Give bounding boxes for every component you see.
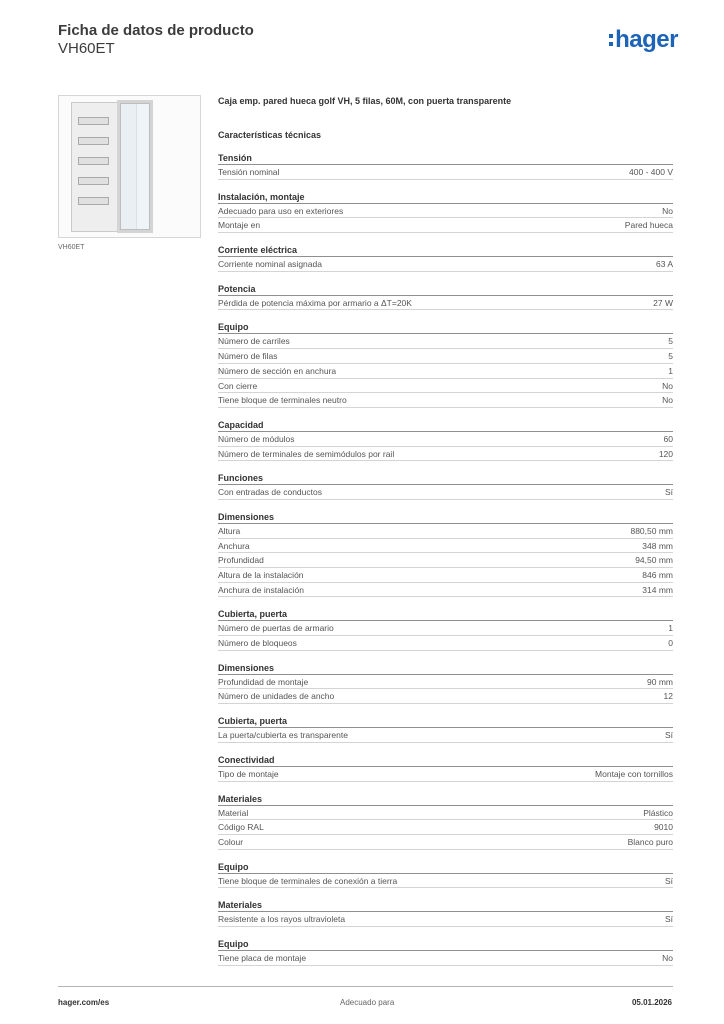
spec-section xyxy=(218,714,673,743)
section-title: Cubierta, puerta xyxy=(218,714,673,728)
spec-label: Anchura de instalación xyxy=(218,584,305,595)
spec-value: Sí xyxy=(664,730,673,741)
spec-value: Pared hueca xyxy=(624,220,673,231)
section-title: Dimensiones xyxy=(218,661,673,675)
spec-row xyxy=(218,689,673,704)
spec-value: 120 xyxy=(658,448,673,459)
spec-row xyxy=(218,806,673,821)
section-title: Cubierta, puerta xyxy=(218,607,673,621)
spec-label: Número de unidades de ancho xyxy=(218,691,335,702)
logo-mark-icon xyxy=(609,32,613,48)
spec-row xyxy=(218,379,673,394)
spec-row xyxy=(218,432,673,447)
spec-value: 5 xyxy=(668,336,673,347)
spec-value: 5 xyxy=(668,351,673,362)
spec-row xyxy=(218,835,673,850)
spec-label: Número de terminales de semimódulos por rail xyxy=(218,448,395,459)
spec-label: Pérdida de potencia máxima por armario a ΔT=20K xyxy=(218,297,412,308)
spec-row xyxy=(218,767,673,782)
spec-label: La puerta/cubierta es transparente xyxy=(218,730,348,741)
spec-label: Número de bloqueos xyxy=(218,638,297,649)
spec-section xyxy=(218,418,673,461)
tech-characteristics-title: Características técnicas xyxy=(218,130,322,140)
spec-label: Tiene bloque de terminales de conexión a tierra xyxy=(218,875,398,886)
spec-row xyxy=(218,204,673,219)
spec-label: Con cierre xyxy=(218,380,258,391)
spec-value: 0 xyxy=(668,638,673,649)
spec-label: Montaje en xyxy=(218,220,261,231)
footer-website: hager.com/es xyxy=(58,998,110,1007)
spec-label: Tiene bloque de terminales neutro xyxy=(218,395,347,406)
spec-value: 348 mm xyxy=(642,540,673,551)
spec-value: 60 xyxy=(663,433,673,444)
spec-label: Adecuado para uso en exteriores xyxy=(218,205,344,216)
spec-label: Con entradas de conductos xyxy=(218,487,322,498)
spec-value: 1 xyxy=(668,623,673,634)
spec-row xyxy=(218,447,673,462)
page-header xyxy=(58,22,678,62)
spec-label: Altura xyxy=(218,525,241,536)
spec-label: Número de puertas de armario xyxy=(218,623,334,634)
product-code: VH60ET xyxy=(58,40,115,57)
spec-label: Resistente a los rayos ultravioleta xyxy=(218,914,346,925)
spec-value: Sí xyxy=(664,914,673,925)
spec-row xyxy=(218,524,673,539)
spec-row xyxy=(218,951,673,966)
spec-row xyxy=(218,334,673,349)
spec-row xyxy=(218,621,673,636)
spec-value: 94,50 mm xyxy=(635,555,673,566)
section-title: Capacidad xyxy=(218,418,673,432)
spec-section xyxy=(218,471,673,500)
section-title: Potencia xyxy=(218,282,673,296)
spec-label: Número de carriles xyxy=(218,336,290,347)
spec-sections xyxy=(218,151,673,966)
spec-value: No xyxy=(662,205,673,216)
spec-section xyxy=(218,151,673,180)
section-title: Dimensiones xyxy=(218,510,673,524)
spec-label: Tipo de montaje xyxy=(218,768,279,779)
document-title: Ficha de datos de producto xyxy=(58,22,254,39)
section-title: Equipo xyxy=(218,860,673,874)
spec-value: 27 W xyxy=(653,297,673,308)
spec-content xyxy=(218,95,673,976)
spec-row xyxy=(218,636,673,651)
spec-label: Profundidad de montaje xyxy=(218,676,309,687)
hager-logo xyxy=(609,26,678,54)
spec-value: 1 xyxy=(668,365,673,376)
spec-value: Blanco puro xyxy=(627,836,673,847)
spec-label: Colour xyxy=(218,836,244,847)
spec-section xyxy=(218,898,673,927)
spec-row xyxy=(218,553,673,568)
spec-label: Tiene placa de montaje xyxy=(218,952,307,963)
spec-section xyxy=(218,661,673,704)
spec-section xyxy=(218,937,673,966)
spec-section xyxy=(218,190,673,233)
spec-label: Número de filas xyxy=(218,351,278,362)
spec-row xyxy=(218,218,673,233)
spec-value: 314 mm xyxy=(642,584,673,595)
section-title: Equipo xyxy=(218,937,673,951)
spec-row xyxy=(218,583,673,598)
footer-divider xyxy=(58,986,673,987)
section-title: Materiales xyxy=(218,898,673,912)
spec-row xyxy=(218,165,673,180)
spec-row xyxy=(218,820,673,835)
section-title: Conectividad xyxy=(218,753,673,767)
spec-section xyxy=(218,320,673,407)
spec-row xyxy=(218,675,673,690)
spec-value: 90 mm xyxy=(647,676,673,687)
spec-row xyxy=(218,485,673,500)
spec-value: 846 mm xyxy=(642,570,673,580)
spec-row xyxy=(218,874,673,889)
spec-row xyxy=(218,912,673,927)
logo-text: hager xyxy=(615,26,678,53)
spec-row xyxy=(218,568,673,583)
section-title: Funciones xyxy=(218,471,673,485)
spec-value: 880,50 mm xyxy=(630,525,673,536)
spec-value: 12 xyxy=(663,691,673,702)
spec-row xyxy=(218,393,673,408)
product-description: Caja emp. pared hueca golf VH, 5 filas, 60M, con puerta transparente xyxy=(218,96,512,106)
spec-label: Profundidad xyxy=(218,555,264,566)
spec-section xyxy=(218,753,673,782)
spec-row xyxy=(218,728,673,743)
image-caption: VH60ET xyxy=(58,244,85,251)
section-title: Equipo xyxy=(218,320,673,334)
spec-row xyxy=(218,349,673,364)
spec-row xyxy=(218,539,673,554)
spec-label: Altura de la instalación xyxy=(218,570,304,580)
spec-label: Corriente nominal asignada xyxy=(218,259,322,270)
spec-section xyxy=(218,607,673,650)
spec-value: No xyxy=(662,380,673,391)
spec-row xyxy=(218,364,673,379)
section-title: Corriente eléctrica xyxy=(218,243,673,257)
transparent-door xyxy=(117,100,153,233)
spec-section xyxy=(218,792,673,850)
section-title: Tensión xyxy=(218,151,673,165)
spec-label: Código RAL xyxy=(218,822,264,833)
section-title: Materiales xyxy=(218,792,673,806)
spec-value: No xyxy=(662,395,673,406)
spec-section xyxy=(218,282,673,311)
spec-value: 9010 xyxy=(654,822,673,833)
spec-value: Sí xyxy=(664,875,673,886)
spec-value: Plástico xyxy=(643,807,673,818)
spec-section xyxy=(218,860,673,889)
spec-value: No xyxy=(662,952,673,963)
spec-label: Tensión nominal xyxy=(218,167,280,177)
spec-section xyxy=(218,510,673,597)
spec-label: Número de sección en anchura xyxy=(218,365,337,376)
spec-label: Anchura xyxy=(218,540,250,551)
spec-value: 400 - 400 V xyxy=(629,167,673,177)
spec-row xyxy=(218,296,673,311)
spec-row xyxy=(218,257,673,272)
product-image xyxy=(58,95,201,238)
spec-value: 63 A xyxy=(655,259,673,270)
spec-value: Sí xyxy=(664,487,673,498)
spec-section xyxy=(218,243,673,272)
spec-label: Material xyxy=(218,807,249,818)
footer-note: Adecuado para xyxy=(340,998,395,1007)
spec-label: Número de módulos xyxy=(218,433,295,444)
footer-date: 05.01.2026 xyxy=(631,998,672,1007)
spec-value: Montaje con tornillos xyxy=(595,768,673,779)
section-title: Instalación, montaje xyxy=(218,190,673,204)
